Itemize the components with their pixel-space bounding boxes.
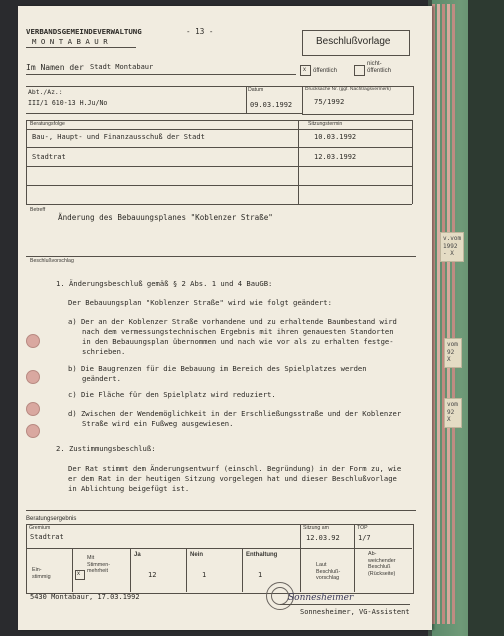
rule <box>26 510 416 511</box>
rule <box>354 548 355 592</box>
vorschlag-item-a: a) Der an der Koblenzer Straße vorhandene und zu erhaltende Baumbestand wird <box>68 317 397 326</box>
page-number: - 13 - <box>186 27 214 36</box>
authority-city: M O N T A B A U R <box>32 37 108 46</box>
rule <box>26 120 412 121</box>
signer-name: Sonnesheimer, VG-Assistent <box>300 608 410 616</box>
rule <box>26 166 412 167</box>
rule <box>298 120 299 204</box>
document-page <box>18 6 432 630</box>
gremium-value: Stadtrat <box>30 533 64 541</box>
rule <box>130 548 131 592</box>
abweichend-label: Ab- weichender Beschluß (Rückseite) <box>368 551 396 577</box>
rule <box>354 524 355 548</box>
datum-value: 09.03.1992 <box>250 101 293 109</box>
vorschlag-line: geändert. <box>82 374 121 383</box>
rule <box>300 524 301 548</box>
page-edge <box>452 4 455 624</box>
top-label: TOP <box>357 525 368 531</box>
drucksache-value: 75/1992 <box>314 97 345 106</box>
enthaltung-value: 1 <box>258 571 263 579</box>
signature-line <box>280 604 410 605</box>
abt-label: Abt./Az.: <box>28 88 63 96</box>
nonpublic-label: nicht- öffentlich <box>367 61 391 74</box>
page-edge <box>432 4 435 624</box>
rule <box>26 204 412 205</box>
rule <box>26 113 302 114</box>
index-tab[interactable]: vom 92 X <box>444 398 462 428</box>
public-label: öffentlich <box>313 68 337 74</box>
vorschlag-line: schrieben. <box>82 347 126 356</box>
abt-value: III/1 610-13 H.Ju/No <box>28 99 108 107</box>
page-edge <box>442 4 445 624</box>
rule <box>26 185 412 186</box>
ja-value: 12 <box>148 571 157 579</box>
punch-hole <box>26 424 40 438</box>
rule <box>72 548 73 592</box>
beratungsfolge-label: Beratungsfolge <box>30 121 65 127</box>
mehrheit-mark: x <box>77 571 80 577</box>
vorschlag-line: nach dem vermessungstechnischen Ergebnis mit ihren genauesten Standorten <box>82 327 394 336</box>
sitzungstermin-label: Sitzungstermin <box>308 121 343 127</box>
nein-label: Nein <box>190 552 204 558</box>
betreff-text: Änderung des Bebauungsplanes "Koblenzer Straße" <box>58 213 273 222</box>
rule <box>26 147 412 148</box>
vorschlag-line: in den Bebauungsplan übernommen und nach wie vor als zu erhalten festge- <box>82 337 394 346</box>
rule <box>26 120 27 204</box>
punch-hole <box>26 402 40 416</box>
rule <box>412 120 413 204</box>
page-edge <box>447 4 450 624</box>
doc-type-title: Beschlußvorlage <box>316 36 391 47</box>
official-seal-inner-icon <box>271 587 289 605</box>
vorschlag-heading-1: 1. Änderungsbeschluß gemäß § 2 Abs. 1 und 4 BauGB: <box>56 279 273 288</box>
ergebnis-label: Beratungsergebnis <box>26 516 77 522</box>
einstimmig-label: Ein- stimmig <box>32 567 51 580</box>
page-edge <box>437 4 440 624</box>
punch-hole <box>26 334 40 348</box>
rule <box>26 129 412 130</box>
binder-spine <box>468 0 504 636</box>
top-value: 1/7 <box>358 534 371 542</box>
place-date: 5430 Montabaur, 17.03.1992 <box>30 593 140 601</box>
vorschlag-item-c: c) Die Fläche für den Spielplatz wird reduziert. <box>68 390 276 399</box>
header-underline <box>26 47 136 48</box>
signature: Sonnesheimer <box>288 593 354 603</box>
vorschlag-line: Der Rat stimmt dem Änderungsentwurf (einschl. Begründung) in der Form zu, wie <box>68 464 402 473</box>
drucksache-label: Drucksache Nr. (ggf. Nachtragsvermerk) <box>305 87 391 92</box>
im-namen-label: Im Namen der <box>26 63 84 72</box>
nein-value: 1 <box>202 571 207 579</box>
sitzung-label: Sitzung am <box>303 525 329 531</box>
index-tab[interactable]: vom 92 X <box>444 338 462 368</box>
vorschlag-line: in Ablichtung beigefügt ist. <box>68 484 190 493</box>
ja-label: Ja <box>134 552 141 558</box>
gremium-label: Gremium <box>29 525 51 531</box>
nonpublic-checkbox[interactable] <box>354 65 365 76</box>
laut-label: Laut Beschluß- vorschlag <box>316 562 341 581</box>
beratung-gremium: Bau-, Haupt- und Finanzausschuß der Stadt <box>32 133 205 141</box>
vorschlag-label: Beschlußvorschlag <box>30 258 74 264</box>
vorschlag-line: er dem Rat in der heutigen Sitzung vorgelegen hat und dieser Beschlußvorlage <box>68 474 397 483</box>
rule <box>186 548 187 592</box>
enthaltung-label: Enthaltung <box>246 552 278 558</box>
sitzung-value: 12.03.92 <box>306 534 340 542</box>
im-namen-value: Stadt Montabaur <box>90 63 154 71</box>
punch-hole <box>26 370 40 384</box>
beratung-termin: 12.03.1992 <box>314 153 357 161</box>
rule <box>246 86 247 113</box>
vorschlag-item-b: b) Die Baugrenzen für die Bebauung im Bereich des Spielplatzes werden <box>68 364 367 373</box>
mehrheit-label: Mit Stimmen- mehrheit <box>87 555 111 574</box>
beratung-termin: 10.03.1992 <box>314 133 357 141</box>
authority-name: VERBANDSGEMEINDEVERWALTUNG <box>26 27 142 36</box>
ergebnis-table <box>26 524 414 594</box>
beratung-gremium: Stadtrat <box>32 153 66 161</box>
rule <box>242 548 243 592</box>
rule <box>300 548 301 592</box>
rule <box>26 256 416 257</box>
vorschlag-line: Straße wird ein Fußweg ausgewiesen. <box>82 419 234 428</box>
vorschlag-heading-2: 2. Zustimmungsbeschluß: <box>56 444 156 453</box>
rule <box>26 74 296 75</box>
betreff-label: Betreff <box>30 207 46 213</box>
public-check-mark: x <box>303 67 306 73</box>
index-tab[interactable]: v.vom 1992 - X <box>440 232 464 262</box>
datum-label: Datum <box>248 87 264 93</box>
vorschlag-item-d: d) Zwischen der Wendemöglichkeit in der Erschließungsstraße und der Koblenzer <box>68 409 402 418</box>
vorschlag-line: Der Bebauungsplan "Koblenzer Straße" wird wie folgt geändert: <box>68 298 332 307</box>
